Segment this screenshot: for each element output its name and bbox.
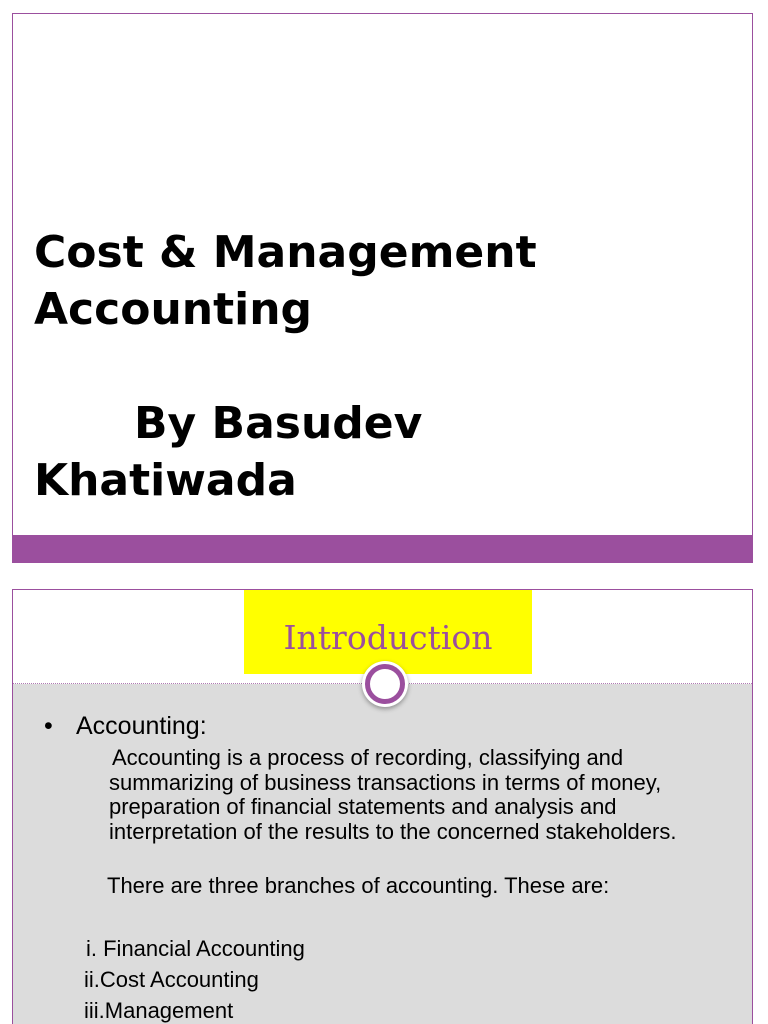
list-item: ii.Cost Accounting <box>84 967 259 992</box>
author-prefix: By Basudev <box>134 398 423 449</box>
list-item: iii.Management <box>84 998 234 1023</box>
accent-bar <box>13 535 752 562</box>
slide-title: Introduction <box>283 618 493 657</box>
slide-title: Cost & Management Accounting <box>34 227 537 335</box>
branches-intro: There are three branches of accounting. These are: <box>107 873 610 898</box>
bullet-heading-row <box>44 711 207 741</box>
list-item: i. Financial Accounting <box>86 936 305 961</box>
title-slide <box>12 13 753 563</box>
introduction-slide <box>12 589 753 1024</box>
slide-author <box>34 395 714 509</box>
ring-ornament-icon <box>365 664 405 704</box>
accounting-definition: Accounting is a process of recording, classifying and summarizing of business transactions in terms of money, preparation of financial statements and analysis and interpretation of the results to the concerned stakeholders. <box>109 745 677 844</box>
bullet-icon: • <box>44 712 53 740</box>
bullet-heading: Accounting: <box>76 712 207 740</box>
title-highlight-box <box>244 589 532 674</box>
author-name: Khatiwada <box>34 455 297 506</box>
